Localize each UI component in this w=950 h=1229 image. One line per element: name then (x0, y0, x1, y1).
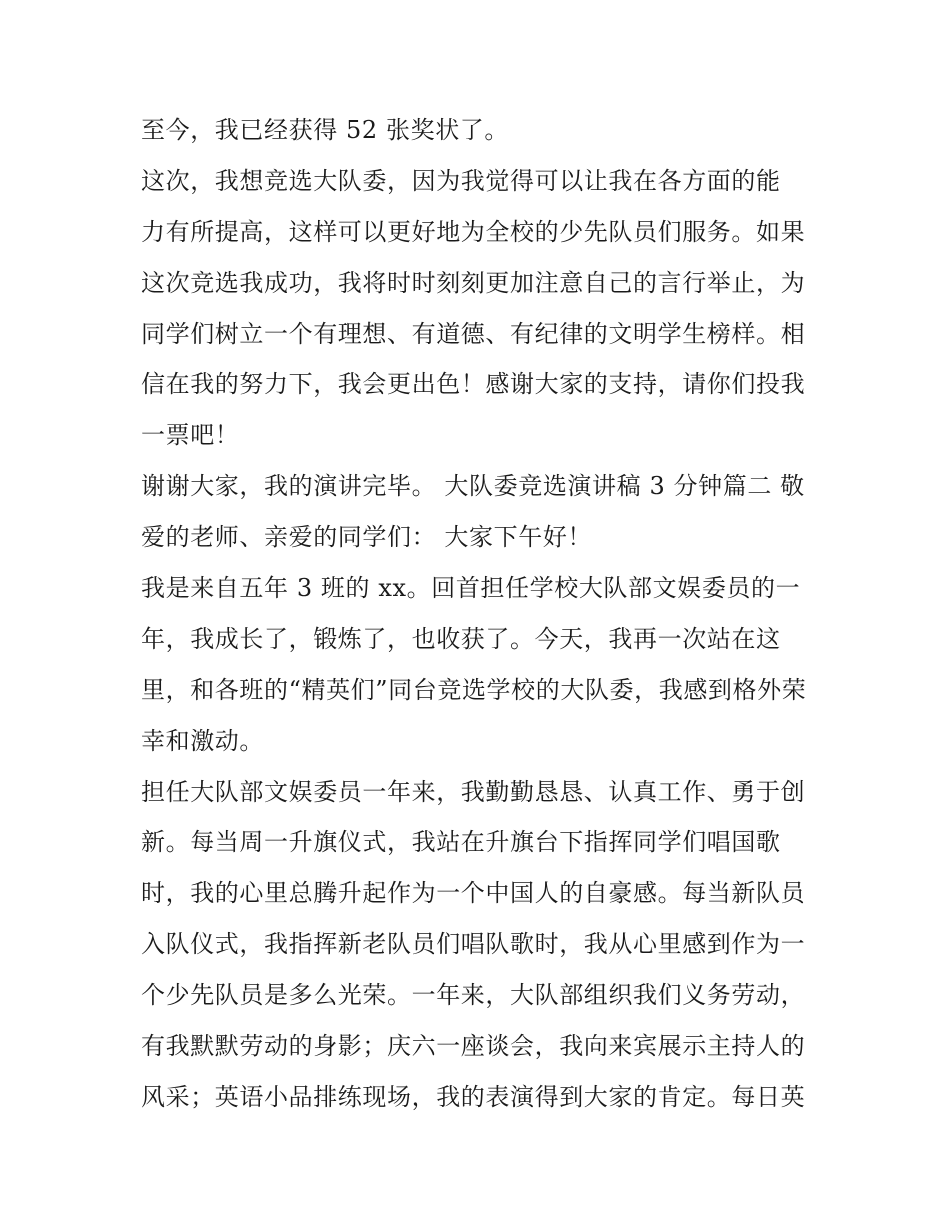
text-line: 担任大队部文娱委员一年来，我勤勤恳恳、认真工作、勇于创 (141, 777, 806, 806)
text-line: 这次，我想竞选大队委，因为我觉得可以让我在各方面的能 (141, 166, 781, 195)
text-line: 这次竞选我成功，我将时时刻刻更加注意自己的言行举止，为 (141, 268, 806, 297)
text-line: 里，和各班的“精英们”同台竞选学校的大队委，我感到格外荣 (141, 675, 807, 704)
text-line: 至今，我已经获得 52 张奖状了。 (141, 116, 509, 144)
text-line: 我是来自五年 3 班的 xx。回首担任学校大队部文娱委员的一 (141, 574, 801, 603)
text-line: 信在我的努力下，我会更出色！感谢大家的支持，请你们投我 (141, 370, 806, 399)
text-line: 年，我成长了，锻炼了，也收获了。今天，我再一次站在这 (141, 624, 781, 653)
text-line: 同学们树立一个有理想、有道德、有纪律的文明学生榜样。相 (141, 319, 806, 348)
document-body (141, 108, 821, 1126)
text-line: 新。每当周一升旗仪式，我站在升旗台下指挥同学们唱国歌 (141, 828, 781, 857)
text-line: 有我默默劳动的身影；庆六一座谈会，我向来宾展示主持人的 (141, 1032, 806, 1061)
text-line: 爱的老师、亲爱的同学们： 大家下午好！ (141, 523, 593, 552)
text-line: 风采；英语小品排练现场，我的表演得到大家的肯定。每日英 (141, 1082, 806, 1111)
text-line: 时，我的心里总腾升起作为一个中国人的自豪感。每当新队员 (141, 879, 806, 908)
text-line: 幸和激动。 (141, 726, 264, 755)
text-line: 入队仪式，我指挥新老队员们唱队歌时，我从心里感到作为一 (141, 930, 806, 959)
text-line: 力有所提高，这样可以更好地为全校的少先队员们服务。如果 (141, 217, 806, 246)
text-line: 谢谢大家，我的演讲完毕。 大队委竞选演讲稿 3 分钟篇二 敬 (141, 472, 805, 501)
text-line: 个少先队员是多么光荣。一年来，大队部组织我们义务劳动， (141, 981, 806, 1010)
text-line: 一票吧！ (141, 421, 240, 450)
